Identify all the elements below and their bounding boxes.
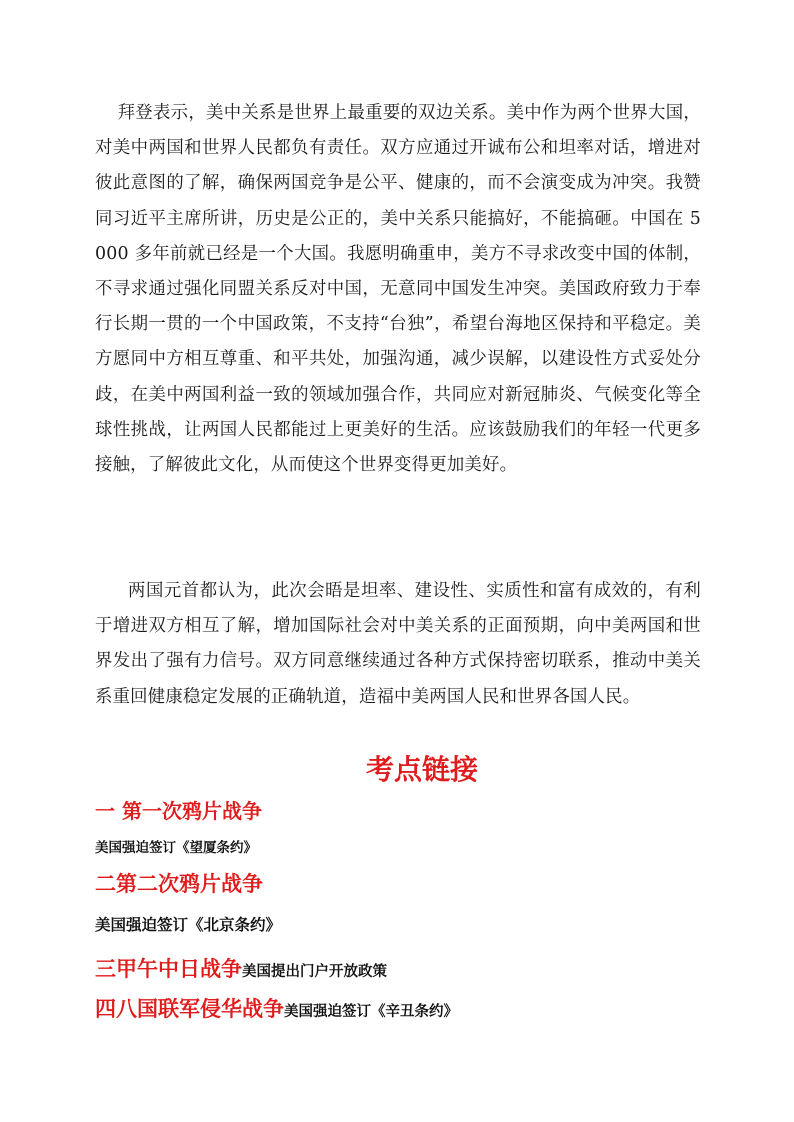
- body-paragraph-2: 两国元首都认为，此次会晤是坦率、建设性、实质性和富有成效的，有利于增进双方相互了解，增加国际社会对中美关系的正面预期，向中美两国和世界发出了强有力信号。双方同意继续通过各种方式保持密切联系，推动中美关系重回健康稳定发展的正确轨道，造福中美两国人民和世界各国人民。: [95, 581, 701, 707]
- topic-1-heading: 一 第一次鸦片战争: [95, 799, 262, 823]
- section-title: 考点链接: [365, 753, 478, 786]
- topic-1-note: 美国强迫签订《望厦条约》: [95, 840, 257, 856]
- topic-2-note: 美国强迫签订《北京条约》: [95, 916, 282, 934]
- topic-4-heading: 四八国联军侵华战争: [95, 997, 284, 1021]
- topic-2-title: [95, 868, 715, 900]
- topic-3-heading: 三甲午中日战争: [95, 957, 242, 981]
- body-paragraph-1: 拜登表示，美中关系是世界上最重要的双边关系。美中作为两个世界大国，对美中两国和世界人民都负有责任。双方应通过开诚布公和坦率对话，增进对彼此意图的了解，确保两国竞争是公平、健康的，而不会演变成为冲突。我赞同习近平主席所讲，历史是公正的，美中关系只能搞好，不能搞砸。中国在 5000 多年前就已经是一个大国。我愿明确重申，美方不寻求改变中国的体制，不寻求通过强化同盟关系反对中国，无意同中国发生冲突。美国政府致力于奉行长期一贯的一个中国政策，不支持“台独”，希望台海地区保持和平稳定。美方愿同中方相互尊重、和平共处，加强沟通，减少误解，以建设性方式妥处分歧，在美中两国利益一致的领域加强合作，共同应对新冠肺炎、气候变化等全球性挑战，让两国人民都能过上更美好的生活。应该鼓励我们的年轻一代更多接触，了解彼此文化，从而使这个世界变得更加美好。: [95, 103, 701, 476]
- topic-2-heading: 二第二次鸦片战争: [95, 872, 263, 896]
- topic-3-line: [95, 953, 715, 988]
- topic-4-line: [95, 993, 715, 1028]
- topic-4-note: 美国强迫签订《辛丑条约》: [284, 1004, 458, 1020]
- topic-1-title: [95, 796, 715, 826]
- topic-3-note: 美国提出门户开放政策: [242, 964, 387, 980]
